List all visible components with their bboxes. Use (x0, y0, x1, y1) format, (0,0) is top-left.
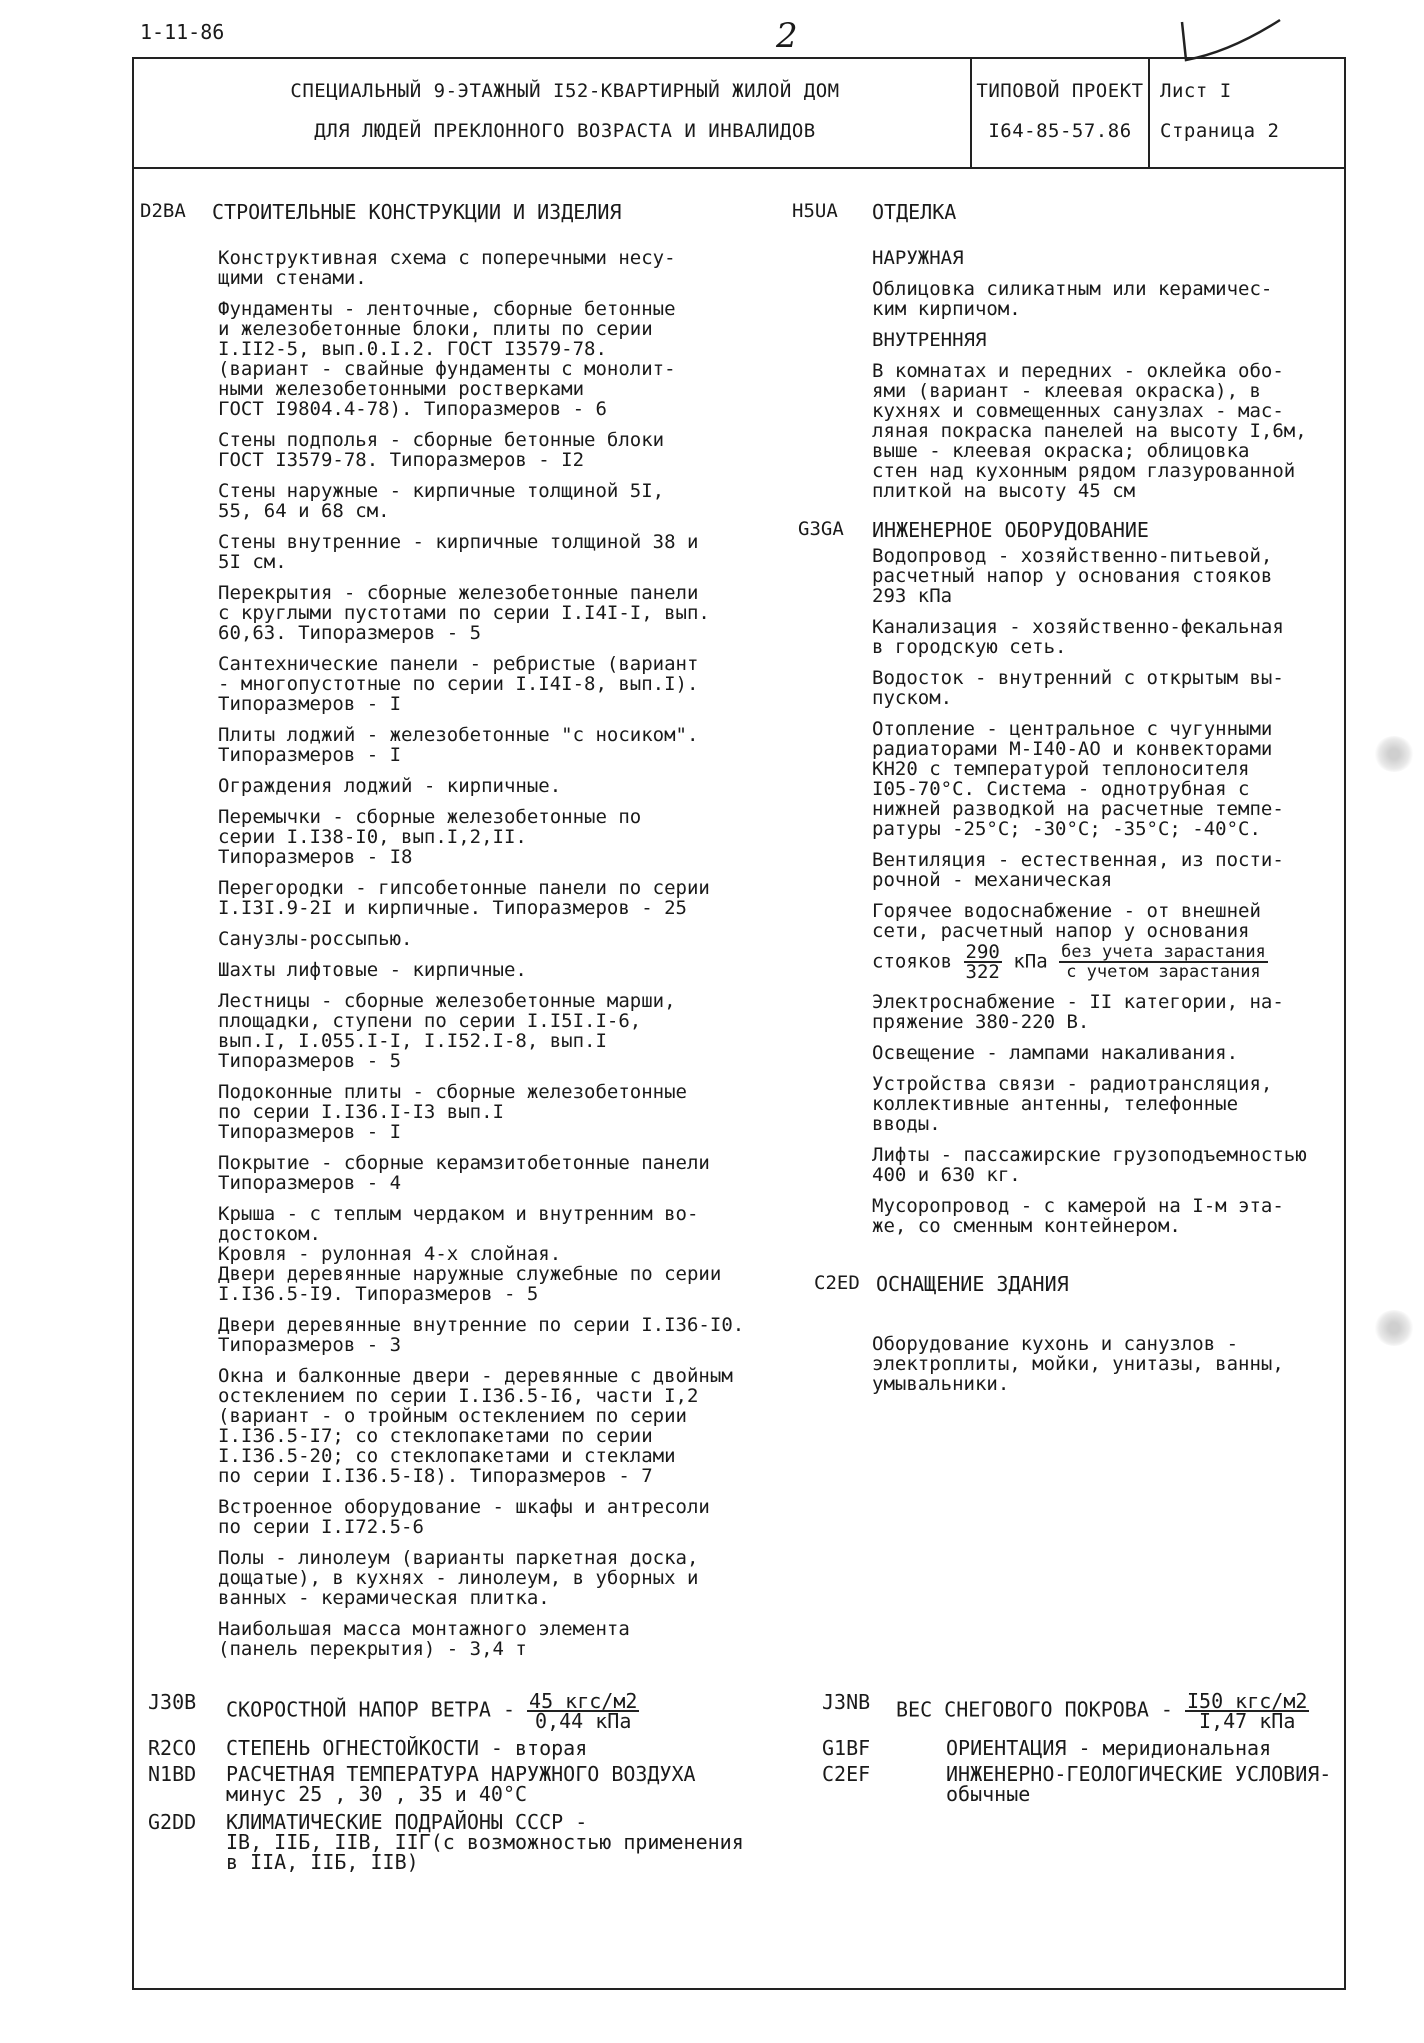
list-item: Фундаменты - ленточные, сборные бетонные и железобетонные блоки, плиты по серии I.II2-5, вып.0.I.2. ГОСТ I3579-78. (вариант - свайные фундаменты с монолит- ными железобетонными ростверками ГОСТ I9804.4-78). Типоразмеров - 6 (218, 298, 676, 420)
list-item: Освещение - лампами накаливания. (872, 1042, 1239, 1064)
fraction-numerator: 290 (965, 941, 1000, 963)
hot-water-line: Горячее водоснабжение - от внешней (872, 900, 1261, 922)
equipment-code: C2ED (814, 1272, 860, 1294)
sheet-number: Лист I (1160, 80, 1232, 102)
fire-code: R2CO (148, 1736, 197, 1760)
header-divider-vertical-2 (1148, 57, 1150, 169)
note-bottom: с учетом зарастания (1066, 962, 1261, 982)
list-item: Плиты лоджий - железобетонные "с носиком". Типоразмеров - I (218, 724, 699, 766)
list-item: Конструктивная схема с поперечными несу- щими стенами. (218, 247, 676, 289)
geology-code: C2EF (822, 1762, 871, 1786)
list-item: Канализация - хозяйственно-фекальная в городскую сеть. (872, 616, 1284, 658)
project-label: ТИПОВОЙ ПРОЕКТ (976, 80, 1144, 102)
list-item: Стены подполья - сборные бетонные блоки ГОСТ I3579-78. Типоразмеров - I2 (218, 429, 665, 471)
climate-line-3: в IIА, IIБ, IIВ) (226, 1850, 419, 1874)
geology-line-2: обычные (946, 1782, 1031, 1806)
list-item: Перегородки - гипсобетонные панели по серии I.I3I.9-2I и кирпичные. Типоразмеров - 25 (218, 877, 710, 919)
list-item: Лестницы - сборные железобетонные марши, площадки, ступени по серии I.I5I.I-6, вып.I, I.055.I-I, I.I52.I-8, вып.I Типоразмеров - 5 (218, 990, 676, 1072)
list-item: Двери деревянные внутренние по серии I.I36-I0. Типоразмеров - 3 (218, 1314, 745, 1356)
list-item: Санузлы-россыпью. (218, 928, 413, 950)
scan-blot-icon (1374, 1310, 1414, 1346)
hot-water-prefix: стояков (872, 950, 953, 973)
hot-water-note (1059, 943, 1268, 981)
inner-finish-text: В комнатах и передних - оклейка обо- ями (вариант - клеевая окраска), в кухнях и совмещенных санузлах - мас- ляная покраска панелей на высоту I,6м, выше - клеевая окраска; облицовка стен над кухонным рядом глазурованной плиткой на высоту 45 см (872, 360, 1307, 502)
equipment-heading: ОСНАЩЕНИЕ ЗДАНИЯ (876, 1272, 1069, 1296)
list-item: Устройства связи - радиотрансляция, коллективные антенны, телефонные вводы. (872, 1073, 1273, 1135)
geology-line-1: ИНЖЕНЕРНО-ГЕОЛОГИЧЕСКИЕ УСЛОВИЯ- (946, 1762, 1332, 1786)
list-item: Наибольшая масса монтажного элемента (панель перекрытия) - 3,4 т (218, 1618, 630, 1660)
hot-water-line: сети, расчетный напор у основания (872, 920, 1250, 942)
construction-list (218, 248, 798, 1670)
temperature-line-1: РАСЧЕТНАЯ ТЕМПЕРАТУРА НАРУЖНОГО ВОЗДУХА (226, 1762, 696, 1786)
list-item: Перекрытия - сборные железобетонные панели с круглыми пустотами по серии I.I4I-I, вып. 60,63. Типоразмеров - 5 (218, 582, 710, 644)
list-item: Встроенное оборудование - шкафы и антресоли по серии I.I72.5-6 (218, 1496, 710, 1538)
section-heading: СТРОИТЕЛЬНЫЕ КОНСТРУКЦИИ И ИЗДЕЛИЯ (212, 200, 622, 224)
snow-label: ВЕС СНЕГОВОГО ПОКРОВА - (896, 1697, 1173, 1722)
list-item: Крыша - с теплым чердаком и внутренним во- достоком. Кровля - рулонная 4-х слойная. Двери деревянные наружные служебные по серии I.I36.5-I9. Типоразмеров - 5 (218, 1203, 722, 1305)
orientation: ОРИЕНТАЦИЯ - меридиональная (946, 1736, 1272, 1760)
fraction-denominator: I,47 кПа (1199, 1709, 1296, 1733)
snow-row (896, 1689, 1309, 1733)
list-item: Ограждения лоджий - кирпичные. (218, 775, 562, 797)
list-item: Шахты лифтовые - кирпичные. (218, 959, 527, 981)
wind-code: J30B (148, 1690, 197, 1714)
list-item: Полы - линолеум (варианты паркетная доска, дощатые), в кухнях - линолеум, в уборных и ванных - керамическая плитка. (218, 1547, 699, 1609)
note-top: без учета зарастания (1061, 942, 1266, 962)
list-item: Водосток - внутренний с открытым вы- пуском. (872, 667, 1284, 709)
fraction-denominator: 0,44 кПа (535, 1709, 632, 1733)
list-item: Сантехнические панели - ребристые (вариант - многопустотные по серии I.I4I-8, вып.I). Типоразмеров - I (218, 653, 699, 715)
fraction-numerator: 45 кгс/м2 (529, 1689, 638, 1713)
list-item: Стены наружные - кирпичные толщиной 5I, 55, 64 и 68 см. (218, 480, 665, 522)
inner-subheading: ВНУТРЕННЯЯ (872, 329, 987, 351)
list-item: Покрытие - сборные керамзитобетонные панели Типоразмеров - 4 (218, 1152, 710, 1194)
snow-fraction (1185, 1689, 1309, 1733)
finish-heading: ОТДЕЛКА (872, 200, 957, 224)
list-item: Мусоропровод - с камерой на I-м эта- же, со сменным контейнером. (872, 1195, 1284, 1237)
fire-resistance: СТЕПЕНЬ ОГНЕСТОЙКОСТИ - вторая (226, 1736, 588, 1760)
section-code: D2BA (140, 200, 186, 222)
hot-water-fraction (964, 943, 1002, 981)
list-item: Окна и балконные двери - деревянные с двойным остеклением по серии I.I36.5-I6, части I,2 (вариант - о тройным остеклением по серии I.I36.5-I7; со стеклопакетами по серии I.I36.5-20; со стеклопакетами и стеклами по серии I.I36.5-I8). Типоразмеров - 7 (218, 1365, 733, 1487)
fraction-denominator: 322 (965, 961, 1000, 983)
hot-water-unit: кПа (1013, 950, 1048, 973)
title-line-1: СПЕЦИАЛЬНЫЙ 9-ЭТАЖНЫЙ I52-КВАРТИРНЫЙ ЖИЛОЙ ДОМ (290, 80, 840, 102)
outer-subheading: НАРУЖНАЯ (872, 247, 964, 269)
fraction-numerator: I50 кгс/м2 (1187, 1689, 1308, 1713)
finish-code: H5UA (792, 200, 838, 222)
right-column (798, 247, 1342, 1405)
list-item: Подоконные плиты - сборные железобетонные по серии I.I36.I-I3 вып.I Типоразмеров - I (218, 1081, 687, 1143)
climate-line-1: КЛИМАТИЧЕСКИЕ ПОДРАЙОНЫ СССР - (226, 1810, 588, 1834)
engineering-heading: ИНЖЕНЕРНОЕ ОБОРУДОВАНИЕ (872, 518, 1149, 542)
hot-water-item (872, 901, 1342, 981)
project-number: I64-85-57.86 (988, 120, 1132, 142)
header-divider-vertical (970, 57, 972, 169)
list-item: Перемычки - сборные железобетонные по серии I.I38-I0, вып.I,2,II. Типоразмеров - I8 (218, 806, 642, 868)
list-item: Электроснабжение - II категории, на- пряжение 380-220 В. (872, 991, 1284, 1033)
equipment-text: Оборудование кухонь и санузлов - электроплиты, мойки, унитазы, ванны, умывальники. (872, 1333, 1284, 1395)
document-code: 1-11-86 (140, 20, 225, 44)
title-line-2: ДЛЯ ЛЮДЕЙ ПРЕКЛОННОГО ВОЗРАСТА И ИНВАЛИДОВ (314, 120, 816, 142)
page-label: Страница 2 (1160, 120, 1280, 142)
engineering-code: G3GA (798, 518, 844, 540)
wind-fraction (527, 1689, 639, 1733)
list-item: Отопление - центральное с чугунными радиаторами М-I40-АО и конвекторами КН20 с температурой теплоносителя I05-70°С. Система - однотрубная с нижней разводкой на расчетные темпе- ратуры -25°С; -30°С; -35°С; -40°С. (872, 718, 1284, 840)
orientation-code: G1BF (822, 1736, 871, 1760)
snow-code: J3NB (822, 1690, 871, 1714)
list-item: Лифты - пассажирские грузоподъемностью 400 и 630 кг. (872, 1144, 1307, 1186)
temperature-code: N1BD (148, 1762, 197, 1786)
wind-row (226, 1689, 639, 1733)
header-divider (132, 167, 1346, 169)
scan-blot-icon (1374, 736, 1414, 772)
climate-line-2: IВ, IIБ, IIВ, IIГ(с возможностью применения (226, 1830, 744, 1854)
outer-finish-text: Облицовка силикатным или керамичес- ким кирпичом. (872, 278, 1273, 320)
list-item: Вентиляция - естественная, из пости- рочной - механическая (872, 849, 1284, 891)
temperature-line-2: минус 25 , 30 , 35 и 40°С (226, 1782, 528, 1806)
handwritten-page-number: 2 (776, 16, 798, 56)
list-item: Водопровод - хозяйственно-питьевой, расчетный напор у основания стояков 293 кПа (872, 545, 1273, 607)
climate-code: G2DD (148, 1810, 197, 1834)
list-item: Стены внутренние - кирпичные толщиной 38 и 5I см. (218, 531, 699, 573)
wind-label: СКОРОСТНОЙ НАПОР ВЕТРА - (226, 1697, 515, 1722)
